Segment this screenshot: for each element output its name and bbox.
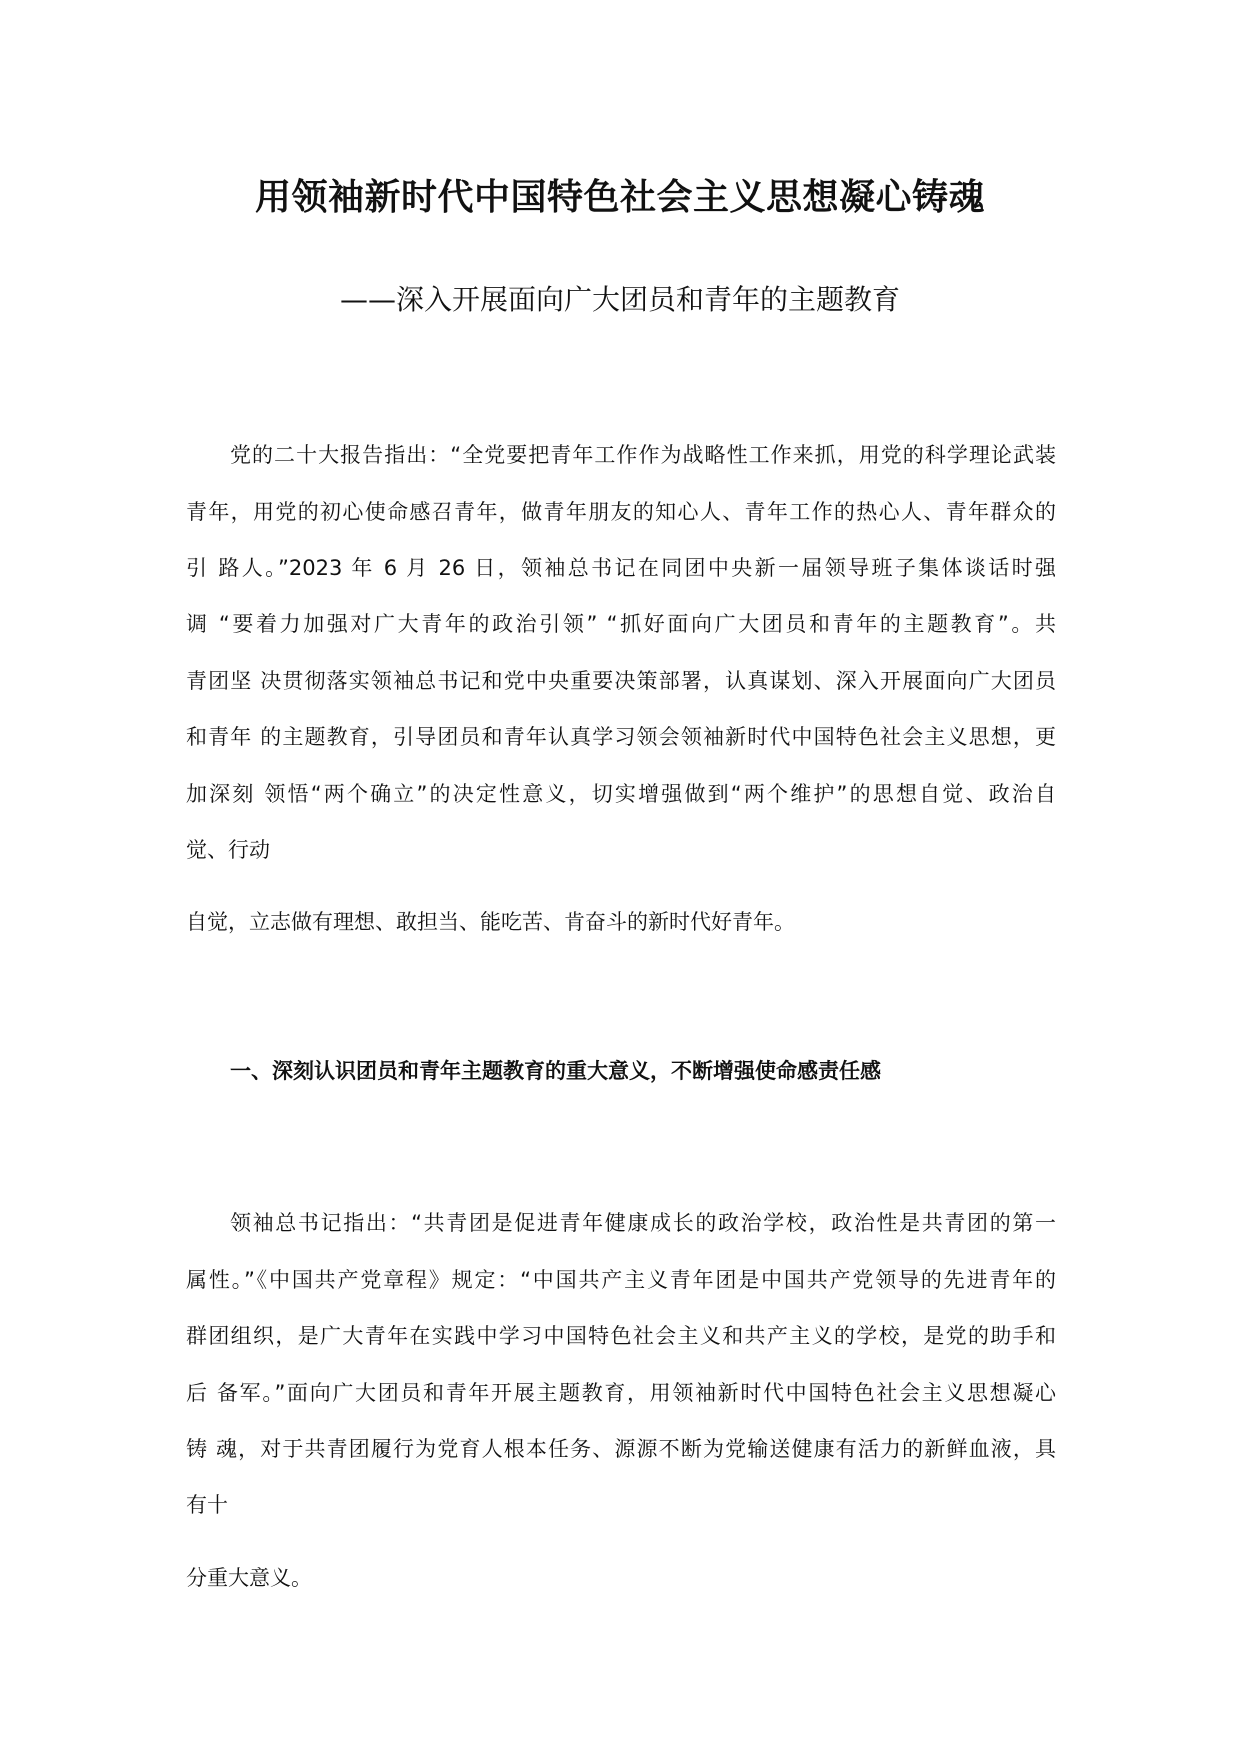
- document-title: 用领袖新时代中国特色社会主义思想凝心铸魂: [254, 177, 985, 218]
- paragraph-line: 党的二十大报告指出：“全党要把青年工作作为战略性工作来抓，用党的科学理论武装: [230, 443, 1056, 467]
- document-subtitle: ——深入开展面向广大团员和青年的主题教育: [340, 283, 901, 316]
- paragraph-line: 后 备军。”面向广大团员和青年开展主题教育，用领袖新时代中国特色社会主义思想凝心: [186, 1381, 1056, 1405]
- paragraph-line: 群团组织，是广大青年在实践中学习中国特色社会主义和共产主义的学校，是党的助手和: [186, 1324, 1056, 1348]
- paragraph-line: 属性。”《中国共产党章程》规定：“中国共产主义青年团是中国共产党领导的先进青年的: [186, 1268, 1056, 1292]
- paragraph-line: 有十: [186, 1493, 228, 1517]
- paragraph-continuation: 自觉，立志做有理想、敢担当、能吃苦、肯奋斗的新时代好青年。: [186, 910, 795, 934]
- paragraph-line: 青年，用党的初心使命感召青年，做青年朋友的知心人、青年工作的热心人、青年群众的: [186, 500, 1056, 524]
- paragraph-line: 觉、行动: [186, 838, 270, 862]
- paragraph-line: 加深刻 领悟“两个确立”的决定性意义，切实增强做到“两个维护”的思想自觉、政治自: [186, 782, 1056, 806]
- paragraph-line: 调 “要着力加强对广大青年的政治引领” “抓好面向广大团员和青年的主题教育”。共: [186, 612, 1056, 636]
- paragraph-line: 引 路人。”2023 年 6 月 26 日，领袖总书记在同团中央新一届领导班子集体谈话时强: [186, 556, 1056, 580]
- paragraph-line: 铸 魂，对于共青团履行为党育人根本任务、源源不断为党输送健康有活力的新鲜血液，具: [186, 1437, 1056, 1461]
- paragraph-line: 青团坚 决贯彻落实领袖总书记和党中央重要决策部署，认真谋划、深入开展面向广大团员: [186, 669, 1056, 693]
- paragraph-continuation: 分重大意义。: [186, 1566, 312, 1590]
- paragraph-line: 和青年 的主题教育，引导团员和青年认真学习领会领袖新时代中国特色社会主义思想，更: [186, 725, 1056, 749]
- paragraph-line: 领袖总书记指出：“共青团是促进青年健康成长的政治学校，政治性是共青团的第一: [230, 1211, 1056, 1235]
- section-heading: 一、深刻认识团员和青年主题教育的重大意义，不断增强使命感责任感: [230, 1059, 881, 1083]
